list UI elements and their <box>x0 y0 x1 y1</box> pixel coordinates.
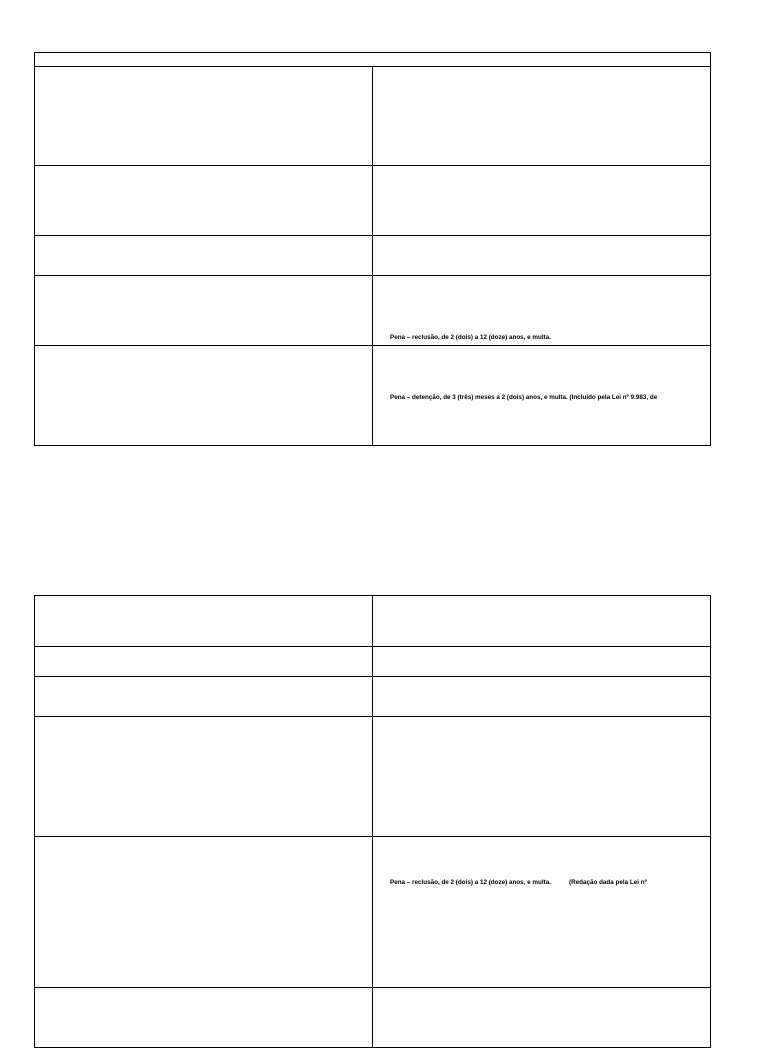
table-row <box>35 837 711 988</box>
penalty-text-line <box>390 879 647 886</box>
table-cell-left <box>35 717 373 837</box>
table-header-cell <box>35 53 711 67</box>
comparison-table-bottom <box>34 595 711 1048</box>
table-row <box>35 596 711 647</box>
table-cell-left <box>35 346 373 446</box>
table-cell-right <box>373 236 711 276</box>
table-cell-left <box>35 647 373 677</box>
penalty-text: Pena – reclusão, de 2 (dois) a 12 (doze) anos, e multa. <box>390 334 551 341</box>
table-cell-right <box>373 276 711 346</box>
table-cell-left <box>35 677 373 717</box>
table-cell-right <box>373 837 711 988</box>
table-cell-left <box>35 596 373 647</box>
table-cell-left <box>35 276 373 346</box>
table-cell-right <box>373 67 711 166</box>
table-cell-left <box>35 236 373 276</box>
amendment-note: (Redação dada pela Lei nº <box>568 879 647 886</box>
table-row <box>35 988 711 1048</box>
table-row <box>35 236 711 276</box>
table-row <box>35 647 711 677</box>
table-cell-left <box>35 988 373 1048</box>
table-cell-left <box>35 166 373 236</box>
table-cell-right <box>373 647 711 677</box>
table-header-row <box>35 53 711 67</box>
penalty-text: Pena – detenção, de 3 (três) meses a 2 (dois) anos, e multa. (Incluído pela Lei nº 9.983, de <box>390 394 658 401</box>
table-cell-right <box>373 346 711 446</box>
table-row <box>35 67 711 166</box>
table-cell-right <box>373 677 711 717</box>
table-cell-left <box>35 67 373 166</box>
table-row <box>35 346 711 446</box>
table-row <box>35 677 711 717</box>
table-row <box>35 166 711 236</box>
table-row <box>35 276 711 346</box>
table-cell-right <box>373 717 711 837</box>
table-cell-right <box>373 596 711 647</box>
table-cell-right <box>373 988 711 1048</box>
penalty-text: Pena – reclusão, de 2 (dois) a 12 (doze) anos, e multa. <box>390 879 551 886</box>
table-cell-left <box>35 837 373 988</box>
table-cell-right <box>373 166 711 236</box>
comparison-table-top <box>34 52 711 446</box>
table-row <box>35 717 711 837</box>
